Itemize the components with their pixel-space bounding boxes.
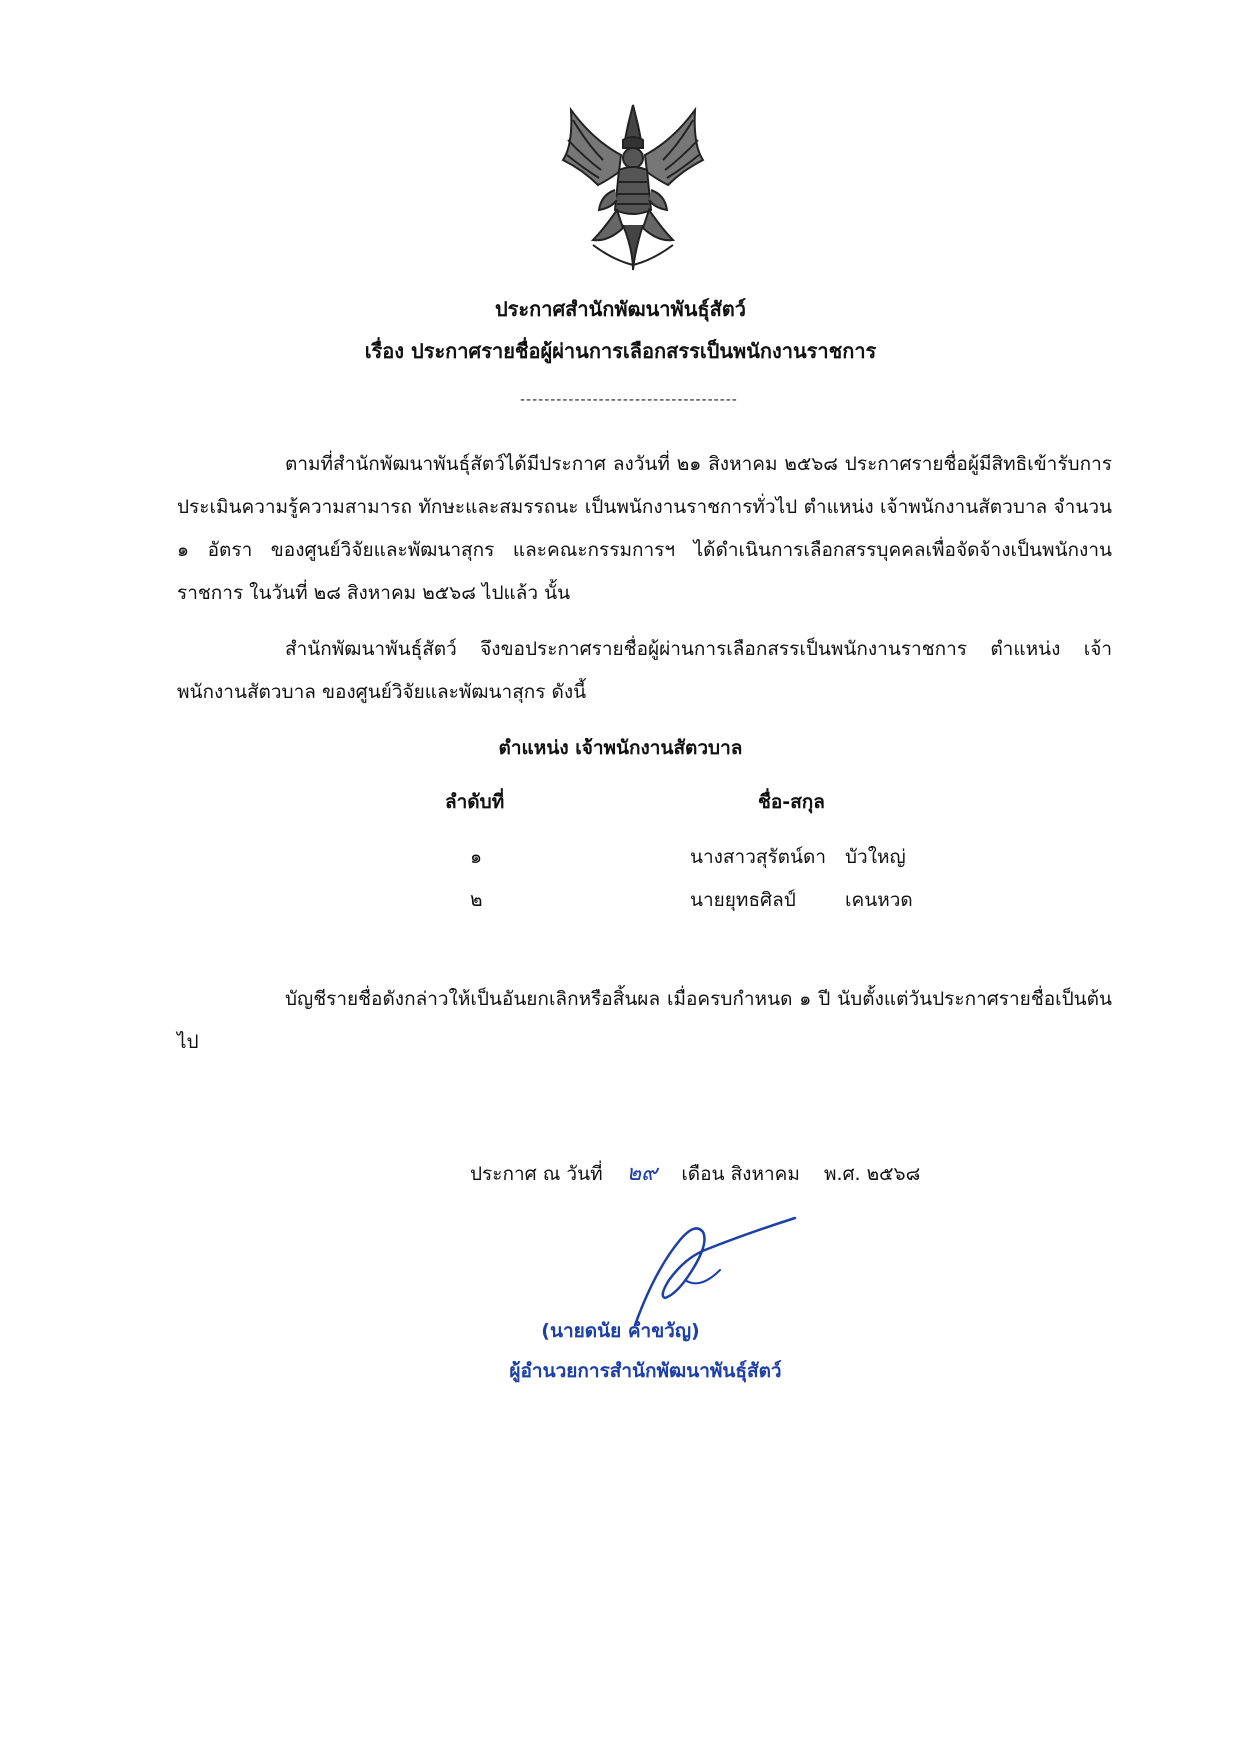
announce-year: พ.ศ. ๒๕๖๘: [823, 1163, 921, 1185]
table-row-surname: เคนหวด: [845, 889, 913, 911]
table-header-name: ชื่อ-สกุล: [758, 791, 825, 813]
signer-position-text: ผู้อำนวยการสำนักพัฒนาพันธุ์สัตว์: [509, 1360, 782, 1382]
garuda-emblem-icon: [553, 100, 713, 280]
signer-position: [0, 1356, 1241, 1386]
announce-month: เดือน สิงหาคม: [681, 1163, 800, 1185]
announce-day-handwritten: ๒๙: [626, 1161, 658, 1186]
announcement-date: [470, 1155, 938, 1190]
announcement-subject: เรื่อง ประกาศรายชื่อผู้ผ่านการเลือกสรรเป็นพนักงานราชการ: [364, 339, 877, 363]
position-title: ตำแหน่ง เจ้าพนักงานสัตวบาล: [498, 737, 743, 759]
paragraph-background-text: ตามที่สำนักพัฒนาพันธุ์สัตว์ได้มีประกาศ ลงวันที่ ๒๑ สิงหาคม ๒๕๖๘ ประกาศรายชื่อผู้มีสิทธิเข้ารับการประเมินความรู้ความสามารถ ทักษะและสมรรถนะ เป็นพนักงานราชการทั่วไป ตำแหน่ง เจ้าพนักงานสัตวบาล จำนวน ๑ อัตรา ของศูนย์วิจัยและพัฒนาสุกร และคณะกรรมการฯ ได้ดำเนินการเลือกสรรบุคคลเพื่อจัดจ้างเป็นพนักงานราชการ ในวันที่ ๒๘ สิงหาคม ๒๕๖๘ ไปแล้ว นั้น: [177, 453, 1112, 604]
paragraph-announcement-text: สำนักพัฒนาพันธุ์สัตว์ จึงขอประกาศรายชื่อผู้ผ่านการเลือกสรรเป็นพนักงานราชการ ตำแหน่ง เจ้าพนักงานสัตวบาล ของศูนย์วิจัยและพัฒนาสุกร ดังนี้: [177, 638, 1112, 703]
paragraph-validity: [177, 978, 1112, 1064]
table-row-order: ๒: [470, 889, 483, 911]
signer-name: (นายดนัย คำขวัญ): [541, 1320, 700, 1342]
paragraph-background: [177, 443, 1112, 615]
paragraph-announcement: [177, 628, 1112, 714]
title-divider: ------------------------------------: [520, 392, 738, 408]
table-header-order: ลำดับที่: [445, 791, 505, 813]
announcement-title: ประกาศสำนักพัฒนาพันธุ์สัตว์: [494, 297, 747, 321]
table-row-surname: บัวใหญ่: [845, 846, 906, 868]
announce-prefix: ประกาศ ณ วันที่: [470, 1163, 603, 1185]
signature-icon: [625, 1210, 800, 1330]
table-row-order: ๑: [470, 846, 483, 868]
paragraph-validity-text: บัญชีรายชื่อดังกล่าวให้เป็นอันยกเลิกหรือสิ้นผล เมื่อครบกำหนด ๑ ปี นับตั้งแต่วันประกาศรายชื่อเป็นต้นไป: [177, 988, 1112, 1053]
table-row-name: นางสาวสุรัตน์ดา: [690, 846, 827, 868]
table-row-name: นายยุทธศิลป์: [690, 889, 796, 911]
